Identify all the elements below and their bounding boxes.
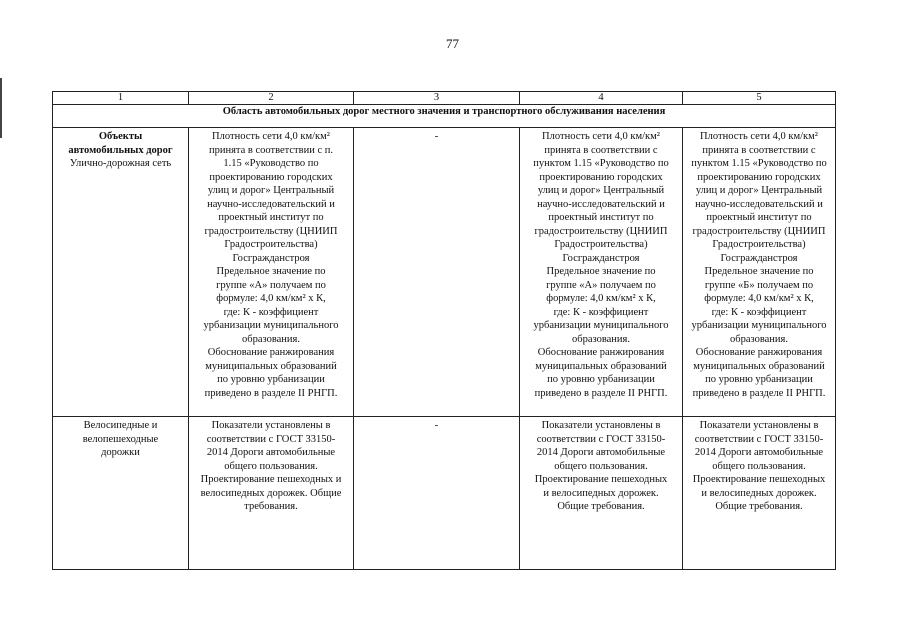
row-name-cell [53, 128, 189, 417]
row-name-plain: Велосипедные и велопешеходные дорожки [82, 420, 159, 458]
column-number-4: 4 [520, 92, 683, 105]
row-cell-col3: - [354, 128, 520, 417]
column-number-5: 5 [683, 92, 836, 105]
page-edge-mark [0, 78, 6, 138]
row-cell-col3: - [354, 417, 520, 570]
column-number-2: 2 [189, 92, 354, 105]
table-row [53, 128, 836, 417]
column-number-3: 3 [354, 92, 520, 105]
section-row [53, 105, 836, 128]
row-name-plain: Улично-дорожная сеть [69, 158, 172, 169]
row-name-cell [53, 417, 189, 570]
row-cell-col5: Плотность сети 4,0 км/км² принята в соответствии с пунктом 1.15 «Руководство по проектированию городских улиц и дорог» Центральный научно-исследовательский и проектный институт по градостроительству (ЦНИИП Градостроительства) Госгражданстроя Предельное значение по группе «Б» получаем по формуле: 4,0 км/км² х К, где: К - коэффициент урбанизации муниципального образования. Обоснование ранжирования муниципальных образований по уровню урбанизации приведено в разделе II РНГП. [683, 128, 836, 417]
row-name-bold: Объекты автомобильных дорог [68, 131, 173, 156]
document-table-wrapper [52, 91, 835, 570]
row-cell-col2: Показатели установлены в соответствии с ГОСТ 33150- 2014 Дороги автомобильные общего пользования. Проектирование пешеходных и велосипедных дорожек. Общие требования. [189, 417, 354, 570]
row-cell-col5: Показатели установлены в соответствии с ГОСТ 33150- 2014 Дороги автомобильные общего пользования. Проектирование пешеходных и велосипедных дорожек. Общие требования. [683, 417, 836, 570]
row-cell-col2: Плотность сети 4,0 км/км² принята в соответствии с п. 1.15 «Руководство по проектированию городских улиц и дорог» Центральный научно-исследовательский и проектный институт по градостроительству (ЦНИИП Градостроительства) Госгражданстроя Предельное значение по группе «А» получаем по формуле: 4,0 км/км² х К, где: К - коэффициент урбанизации муниципального образования. Обоснование ранжирования муниципальных образований по уровню урбанизации приведено в разделе II РНГП. [189, 128, 354, 417]
column-number-row [53, 92, 836, 105]
document-table [52, 91, 836, 570]
column-number-1: 1 [53, 92, 189, 105]
page-number: 77 [446, 36, 459, 51]
row-cell-col4: Плотность сети 4,0 км/км² принята в соответствии с пунктом 1.15 «Руководство по проектированию городских улиц и дорог» Центральный научно-исследовательский и проектный институт по градостроительству (ЦНИИП Градостроительства) Госгражданстроя Предельное значение по группе «А» получаем по формуле: 4,0 км/км² х К, где: К - коэффициент урбанизации муниципального образования. Обоснование ранжирования муниципальных образований по уровню урбанизации приведено в разделе II РНГП. [520, 128, 683, 417]
row-cell-col4: Показатели установлены в соответствии с ГОСТ 33150- 2014 Дороги автомобильные общего пользования. Проектирование пешеходных и велосипедных дорожек. Общие требования. [520, 417, 683, 570]
table-row [53, 417, 836, 570]
section-title: Область автомобильных дорог местного значения и транспортного обслуживания населения [53, 105, 836, 128]
